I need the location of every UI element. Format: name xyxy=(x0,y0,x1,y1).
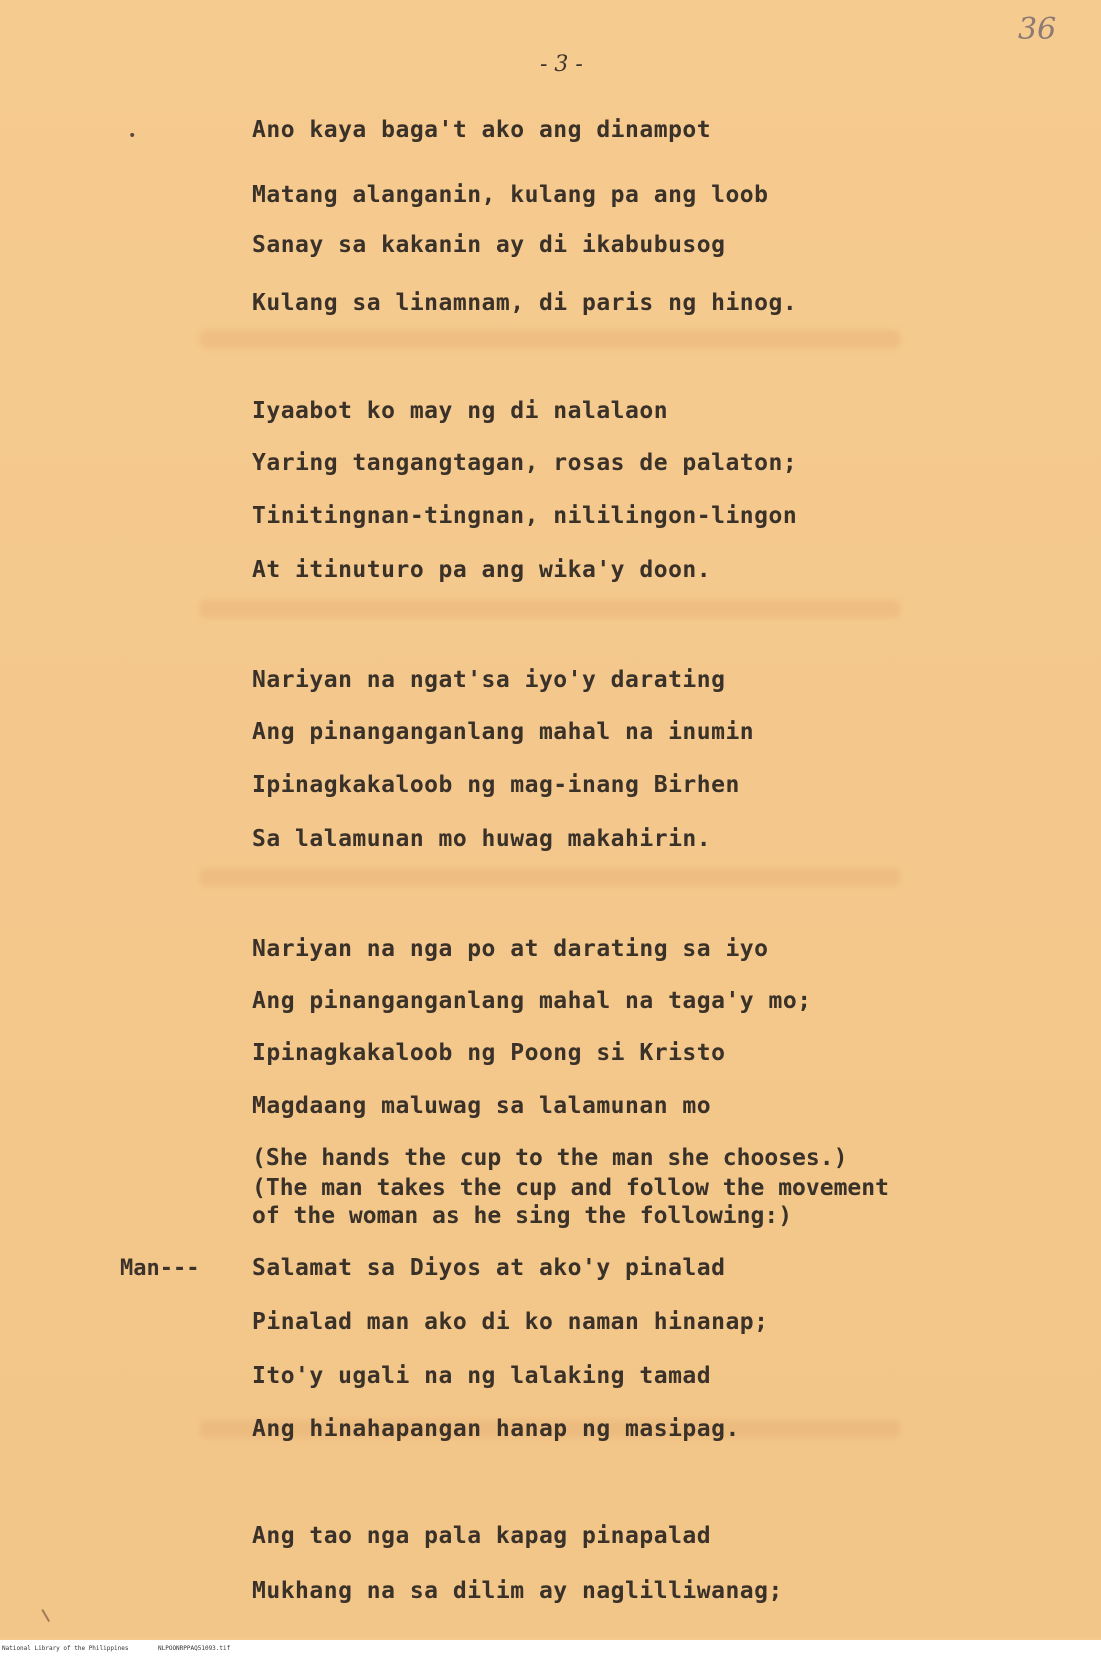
verse-line: Kulang sa linamnam, di paris ng hinog. xyxy=(252,290,798,316)
verse-line: Magdaang maluwag sa lalamunan mo xyxy=(252,1093,712,1119)
verse-line: Ito'y ugali na ng lalaking tamad xyxy=(252,1363,712,1389)
margin-mark: • xyxy=(128,128,137,144)
verse-line: Nariyan na ngat'sa iyo'y darating xyxy=(252,667,726,693)
scan-footer xyxy=(0,1640,1101,1658)
archive-page-number: 36 xyxy=(1018,12,1057,47)
verse-line: Sa lalamunan mo huwag makahirin. xyxy=(252,826,712,852)
speaker-label: Man--- xyxy=(120,1256,200,1281)
verse-line: Ano kaya baga't ako ang dinampot xyxy=(252,117,712,143)
verse-line: Pinalad man ako di ko naman hinanap; xyxy=(252,1309,769,1335)
stage-direction: (She hands the cup to the man she chooses.) xyxy=(252,1145,848,1171)
verse-line: Tinitingnan-tingnan, nililingon-lingon xyxy=(252,503,798,529)
verse-line: Sanay sa kakanin ay di ikabubusog xyxy=(252,232,726,258)
verse-line: Ipinagkakaloob ng mag-inang Birhen xyxy=(252,772,740,798)
verse-line: Mukhang na sa dilim ay naglilliwanag; xyxy=(252,1578,783,1604)
footer-source: National Library of the Philippines xyxy=(2,1645,129,1652)
stage-direction: (The man takes the cup and follow the movement xyxy=(252,1175,889,1201)
bleed-through-mark xyxy=(200,868,900,886)
stage-direction: of the woman as he sing the following:) xyxy=(252,1203,793,1229)
verse-line: Ang hinahapangan hanap ng masipag. xyxy=(252,1416,740,1442)
verse-line: Salamat sa Diyos at ako'y pinalad xyxy=(252,1255,726,1281)
verse-line: Ang pinanganganlang mahal na taga'y mo; xyxy=(252,988,812,1014)
paper-scratch-mark xyxy=(41,1604,58,1622)
page-number: - 3 - xyxy=(540,52,583,77)
bleed-through-mark xyxy=(200,330,900,348)
footer-filename: NLPOONRPPAQ51093.tif xyxy=(158,1645,231,1652)
verse-line: Matang alanganin, kulang pa ang loob xyxy=(252,182,769,208)
verse-line: Iyaabot ko may ng di nalalaon xyxy=(252,398,669,424)
bleed-through-mark xyxy=(200,600,900,618)
verse-line: Ang tao nga pala kapag pinapalad xyxy=(252,1523,712,1549)
verse-line: Ipinagkakaloob ng Poong si Kristo xyxy=(252,1040,726,1066)
verse-line: Ang pinanganganlang mahal na inumin xyxy=(252,719,755,745)
verse-line: At itinuturo pa ang wika'y doon. xyxy=(252,557,712,583)
verse-line: Nariyan na nga po at darating sa iyo xyxy=(252,936,769,962)
verse-line: Yaring tangangtagan, rosas de palaton; xyxy=(252,450,798,476)
